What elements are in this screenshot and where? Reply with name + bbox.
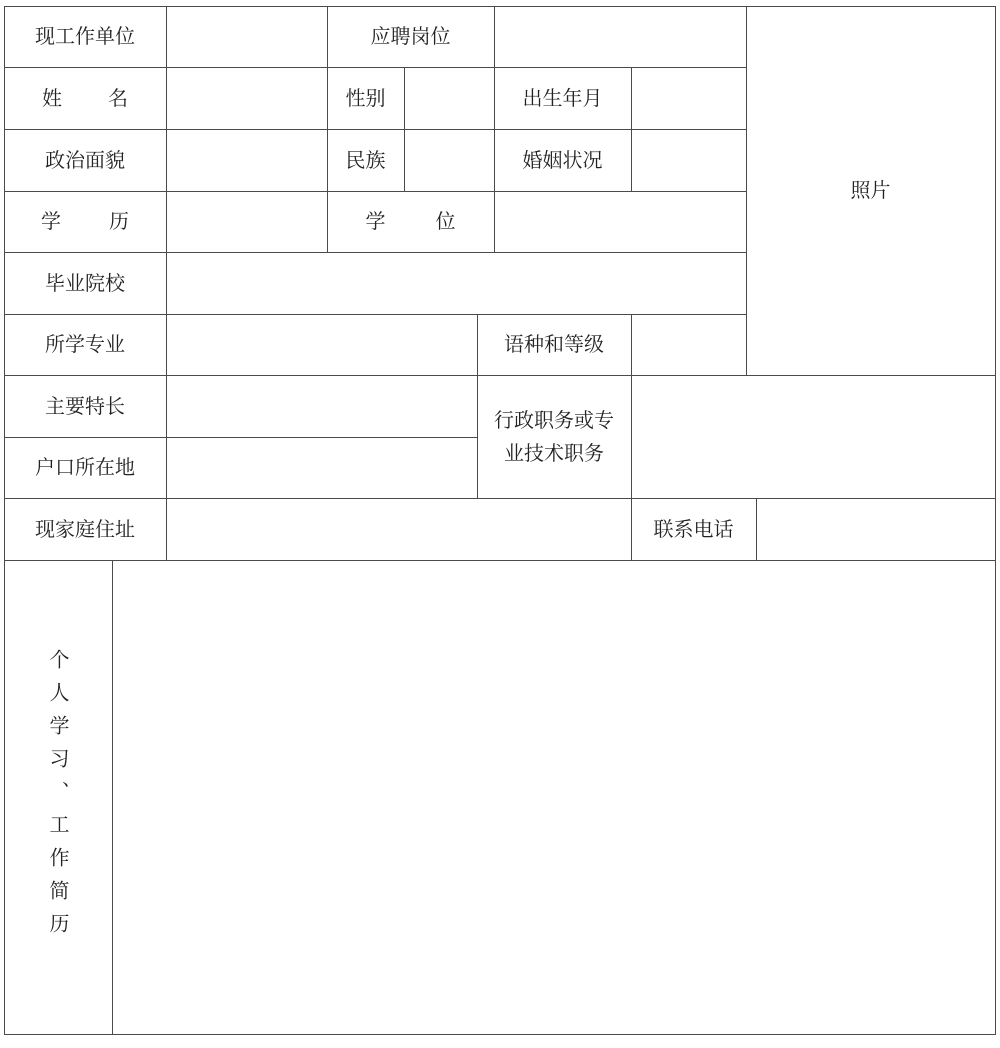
education-label <box>4 191 166 252</box>
current-employer-label: 现工作单位 <box>35 24 135 48</box>
language-level-field[interactable] <box>631 314 746 375</box>
education-field[interactable] <box>166 191 327 252</box>
home-address-field[interactable] <box>166 498 631 560</box>
birth-date-field[interactable] <box>631 67 746 129</box>
phone-field[interactable] <box>756 498 995 560</box>
administrative-title-label: 行政职务或专业技术职务 <box>494 407 614 465</box>
major-field[interactable] <box>166 314 477 375</box>
grid-line-bottom <box>4 1034 996 1035</box>
resume-label: 个人学习、工作简历 <box>46 649 70 946</box>
grid-line-right <box>995 6 996 1035</box>
language-level-label: 语种和等级 <box>504 332 604 356</box>
political-status-field[interactable] <box>166 129 327 191</box>
major-label: 所学专业 <box>45 332 125 356</box>
degree-field[interactable] <box>494 191 746 252</box>
photo-box[interactable] <box>746 6 995 375</box>
phone-label: 联系电话 <box>653 516 734 541</box>
name-label-part-2: 名 <box>108 85 128 110</box>
ethnicity-field[interactable] <box>404 129 494 191</box>
marital-status-label: 婚姻状况 <box>522 147 603 172</box>
skills-label: 主要特长 <box>45 393 125 418</box>
graduate-school-label: 毕业院校 <box>45 270 125 295</box>
applied-position-field[interactable] <box>494 6 746 67</box>
application-form <box>4 6 996 1035</box>
political-status-label: 政治面貌 <box>45 147 125 172</box>
administrative-title-field[interactable] <box>631 375 995 498</box>
graduate-school-field[interactable] <box>166 252 746 314</box>
household-registration-field[interactable] <box>166 437 477 498</box>
skills-field[interactable] <box>166 375 477 437</box>
name-label-part-1: 姓 <box>42 85 62 110</box>
resume-field[interactable] <box>112 560 995 1034</box>
degree-label-part-1: 学 <box>365 209 386 233</box>
home-address-label: 现家庭住址 <box>35 516 135 541</box>
birth-date-label: 出生年月 <box>522 85 603 110</box>
household-registration-label: 户口所在地 <box>35 455 135 479</box>
marital-status-field[interactable] <box>631 129 746 191</box>
gender-field[interactable] <box>404 67 494 129</box>
resume-label-cell <box>4 560 112 1035</box>
photo-label: 照片 <box>850 178 891 202</box>
degree-label <box>327 191 494 252</box>
ethnicity-label: 民族 <box>345 147 386 172</box>
degree-label-part-2: 位 <box>435 209 456 233</box>
applied-position-label: 应聘岗位 <box>370 24 451 48</box>
name-label <box>4 67 166 129</box>
name-field[interactable] <box>166 67 327 129</box>
gender-label: 性别 <box>345 85 386 110</box>
education-label-part-1: 学 <box>41 209 61 233</box>
current-employer-field[interactable] <box>166 6 327 67</box>
education-label-part-2: 历 <box>109 209 129 233</box>
